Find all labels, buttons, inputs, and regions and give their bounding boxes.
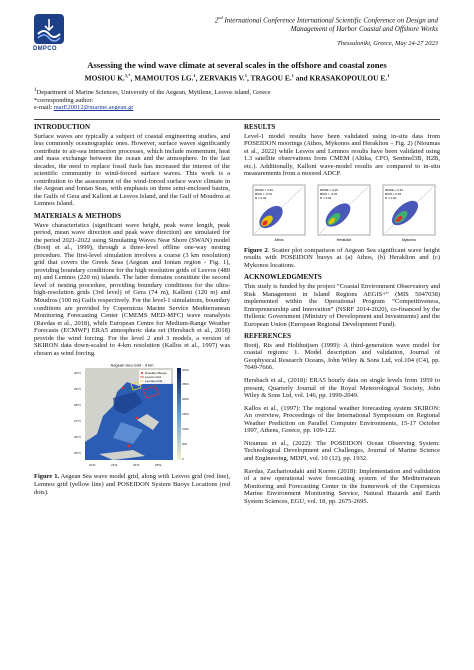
results-text: Level-1 model results have been validated using in-situ data from POSEIDON moorings (Athos, Mykonos and Heraklion – Fig. 2) (Ntoumas et al., 2022) while Lesvos and Lemnos results have been validated using 1.3 satellite observations from CMEM (Altika, CFO, Sentinel3B, H2B, etc.). Additionally, Kalloni wave-model results are compared to in-situ measurements from a moored ADCP. bbox=[244, 132, 440, 178]
conference-title: International Conference International Scientific Conference on Design and Management of Harbor Coastal and Offshore Works bbox=[222, 16, 438, 33]
figure-2-scatter-plots bbox=[244, 183, 440, 245]
author-name: TRAGOU E. bbox=[250, 73, 292, 83]
left-column bbox=[34, 124, 230, 501]
mykonos-stat: RMSE = 0.33 bbox=[385, 187, 404, 192]
reference-item: Ntoumas et al., (2022): The POSEIDON Ocean Observing System: Technological Development and Challenges, Journal of Marine Science and Engineering, MDPI, vol. 10 (12), pp. 1932. bbox=[244, 439, 440, 462]
lat-tick: 40°N bbox=[74, 371, 81, 376]
colorbar-tick: 1500 bbox=[182, 412, 189, 417]
athos-stat: BIAS = -0.01 bbox=[254, 191, 272, 196]
author-list: MOSIOU K.$^{1,*}$, MAMOUTOS I.G.$^1$, ZERVAKIS V.$^1$, TRAGOU E.$^1$ and KRASAKOPOULOU E.$^1$ bbox=[84, 73, 390, 83]
mykonos-stat: BIAS = 0.03 bbox=[385, 191, 402, 196]
heraklion-stat: RMSE = 0.29 bbox=[319, 187, 338, 192]
figure-1-caption bbox=[34, 473, 230, 496]
figure-2-caption bbox=[244, 247, 440, 270]
colorbar-tick: 0 bbox=[182, 457, 184, 462]
lon-tick: 24°E bbox=[111, 463, 118, 468]
figure-1-title: Aegean Sea Grid - 3 km bbox=[110, 362, 154, 368]
colorbar-tick: 2500 bbox=[182, 382, 189, 387]
lon-tick: 28°E bbox=[155, 463, 162, 468]
heraklion-label: Heraklion bbox=[336, 237, 352, 242]
figure-1-caption-text: Aegean Sea wave model grid, along with Lesvos grid (red line), Lemnos grid (yellow line) and POSEIDON System Buoys Locations (red dots). bbox=[34, 473, 230, 496]
email-link[interactable]: marE20012@marine.aegean.gr bbox=[53, 104, 134, 112]
introduction-text: Surface waves are typically a subject of coastal engineering studies, and less commonly oceanographic ones. However, surface waves significantly contribute to air-sea interaction processes, which include momentum, heat and mass exchange between the ocean and the atmosphere. In the last decades, the need to replace fossil fuels has increased the interest of the scientific community to wind-forced surface waves. This work is a contribution to the assessment of the wind-forced surface wave climate in the Aegean and Ionian Seas, with emphasis on three semi-enclosed basins, the Gulfs of Gera and Kalloni at Lesvos Island, and the Gulf of Moudros at Lemnos Island. bbox=[34, 132, 230, 208]
affiliation-sup: 1 bbox=[34, 87, 37, 93]
author-affiliation-sup: 1,* bbox=[124, 73, 131, 78]
author-name: MAMOUTOS I.G. bbox=[134, 73, 194, 83]
scatter-mykonos bbox=[377, 183, 437, 243]
acknowledgments-text: This study is funded by the project “Coastal Environment Observatory and Risk Management in Island Regions AEGIS+” (MIS 5047038) implemented within the Operational Program “Competitiveness, Entrepreneurship and Innovation” (NSRF 2014-2020), co-financed by the Hellenic Government (Ministry of Development and Investments) and the European Union (European Regional Development Fund). bbox=[244, 283, 440, 328]
heraklion-stat: R = 0.94 bbox=[319, 195, 332, 200]
reference-item: Hersbach et al., (2018): ERA5 hourly data on single levels from 1959 to present, Quarterly Journal of the Royal Meteorological Society, John Wiley & Sons Ltd, vol. 146, pp. 1999-2049. bbox=[244, 377, 440, 400]
conference-ordinal: 2 bbox=[214, 16, 219, 25]
results-heading: RESULTS bbox=[244, 123, 276, 131]
conference-ordinal-suffix: nd bbox=[218, 15, 223, 20]
mykonos-stat: R = 0.91 bbox=[385, 195, 397, 200]
lon-tick: 22°E bbox=[89, 463, 96, 468]
author-affiliation-sup: 1 bbox=[387, 73, 390, 78]
conference-header bbox=[198, 14, 438, 34]
legend-buoys: Poseidon Buoys bbox=[145, 371, 167, 376]
lat-tick: 38°N bbox=[74, 403, 81, 408]
reference-item: Booij, Ris and Holthuijsen (1999): A third-generation wave model for coastal regions: 1. Model description and validation, Journal of Geophysical Research Oceans, John Wiley & Sons Ltd, vol.104 (C4), pp. 7649-7666. bbox=[244, 341, 440, 372]
author-name: ZERVAKIS V. bbox=[199, 73, 245, 83]
lat-tick: 39°N bbox=[74, 387, 81, 392]
author-name: KRASAKOPOULOU E. bbox=[309, 73, 388, 83]
lat-tick: 36°N bbox=[74, 435, 81, 440]
lon-tick: 26°E bbox=[133, 463, 140, 468]
aegean-map-figure bbox=[73, 362, 191, 470]
acknowledgments-heading: ACKNOWLEDGMENTS bbox=[244, 273, 322, 282]
reference-list bbox=[244, 342, 440, 505]
dmpco-logo-icon bbox=[34, 14, 64, 44]
header-divider bbox=[34, 119, 440, 120]
conference-venue: Thessaloniki, Greece, May 24-27 2023 bbox=[337, 40, 438, 47]
introduction-heading: INTRODUCTION bbox=[34, 123, 91, 131]
paper-title: Assessing the wind wave climate at several scales in the offshore and coastal zones bbox=[87, 60, 387, 70]
mykonos-label: Mykonos bbox=[402, 237, 417, 242]
scatter-heraklion bbox=[312, 183, 372, 243]
colorbar-tick: 3000 bbox=[182, 368, 189, 373]
methods-text: Wave characteristics (significant wave height, peak wave length, peak period, mean wave direction and peak wave direction) are simulated for the period 2021-2022 using Simulating Waves Near Shore (SWAN) model (Booij et al., 1999), through a three-level offline one-way nesting procedure. The first-level simulation involves a coarse (3 km resolution) grid that covers the Greek Seas (Aegean and Ionian region - Fig. 1), providing boundary conditions for the high resolution grids of Lesvos (480 m) and Lemnos (220 m) islands. The latter domains constitute the second level of nesting procedure, providing boundary conditions for the ultra-high-resolution grids (3rd level) of Gera (74 m), Kalloni (120 m) and Moudros (100 m) Gulfs respectively. For the level-1 simulations, boundary conditions are provided by Copernicus Marine Service Mediterranean Monitoring Forecasting Center (CMEMS MED-MFC) wave reanalysis (Ravdas et al., 2018), while European Centre for Medium-Range Weather Forecasts (ECMWF) ERA5 atmospheric data set (Hersbach et al., 2018) provide the wind forcing. For the level 2 and 3 models, a version of SKIRON data down-scaled to 4-km resolution (Kallos et al., 1997) was chosen as wind forcing. bbox=[34, 221, 230, 357]
lat-tick: 35°N bbox=[74, 451, 81, 456]
references-heading: REFERENCES bbox=[244, 332, 292, 341]
corresponding-author: *corresponding author: bbox=[34, 96, 94, 104]
author-affiliation-sup: 1 bbox=[193, 73, 196, 78]
methods-heading: MATERIALS & METHODS bbox=[34, 212, 121, 221]
figure-1-map bbox=[73, 362, 191, 470]
author-affiliation-sup: 1 bbox=[291, 73, 294, 78]
affiliation-text: Department of Marine Sciences, University of the Aegean, Mytilene, Lesvos island, Greece bbox=[36, 89, 271, 97]
logo-label: DMPCO bbox=[33, 46, 57, 52]
athos-stat: RMSE = 0.29 bbox=[254, 187, 273, 192]
reference-item: Ravdas, Zacharioudaki and Korres (2018): Implementation and validation of a new operational wave forecasting system of the Mediterranean Monitoring and Forecasting Center in the framework of the Copernicus Marine Environment Monitoring Service, Natural Hazards and Earth System Sciences, EGU, vol. 18, pp. 2675-2695. bbox=[244, 467, 440, 505]
figure-2-label: Figure 2 bbox=[244, 246, 268, 254]
lat-tick: 37°N bbox=[74, 419, 81, 424]
heraklion-stat: BIAS = -0.04 bbox=[319, 191, 338, 196]
legend-lesvos: Lesvos Grid bbox=[145, 375, 162, 380]
colorbar-tick: 500 bbox=[182, 442, 188, 447]
affiliation-block bbox=[34, 87, 440, 112]
reference-item: Kallos et al., (1997): The regional weather forecasting system SKIRON: An overview, Proceedings of the International Symposium on Regional Weather Prediction on Parallel Computer Environments, 15-17 October 1997, Athens, Greece, pp. 109-122. bbox=[244, 404, 440, 435]
scatter-athos bbox=[247, 183, 307, 243]
author-affiliation-sup: 1 bbox=[244, 73, 247, 78]
right-column bbox=[244, 124, 440, 510]
email-line bbox=[34, 104, 440, 112]
affiliation bbox=[34, 87, 440, 97]
figure-2-caption-text: . Scatter plot comparison of Aegean Sea significant wave height results with POSEIDON buoys at (a) Athos, (b) Heraklion and (c) Mykonos locations. bbox=[244, 246, 440, 269]
figure-1-label: Figure 1. bbox=[34, 473, 60, 481]
colorbar-tick: 1000 bbox=[182, 427, 189, 432]
legend-lemnos: Lemnos Grid bbox=[145, 379, 163, 384]
author-name: MOSIOU K. bbox=[84, 73, 125, 83]
athos-label: Athos bbox=[274, 237, 284, 242]
athos-stat: R = 0.92 bbox=[254, 195, 267, 200]
colorbar-tick: 2000 bbox=[182, 397, 189, 402]
email-label: e-mail: bbox=[34, 104, 54, 112]
